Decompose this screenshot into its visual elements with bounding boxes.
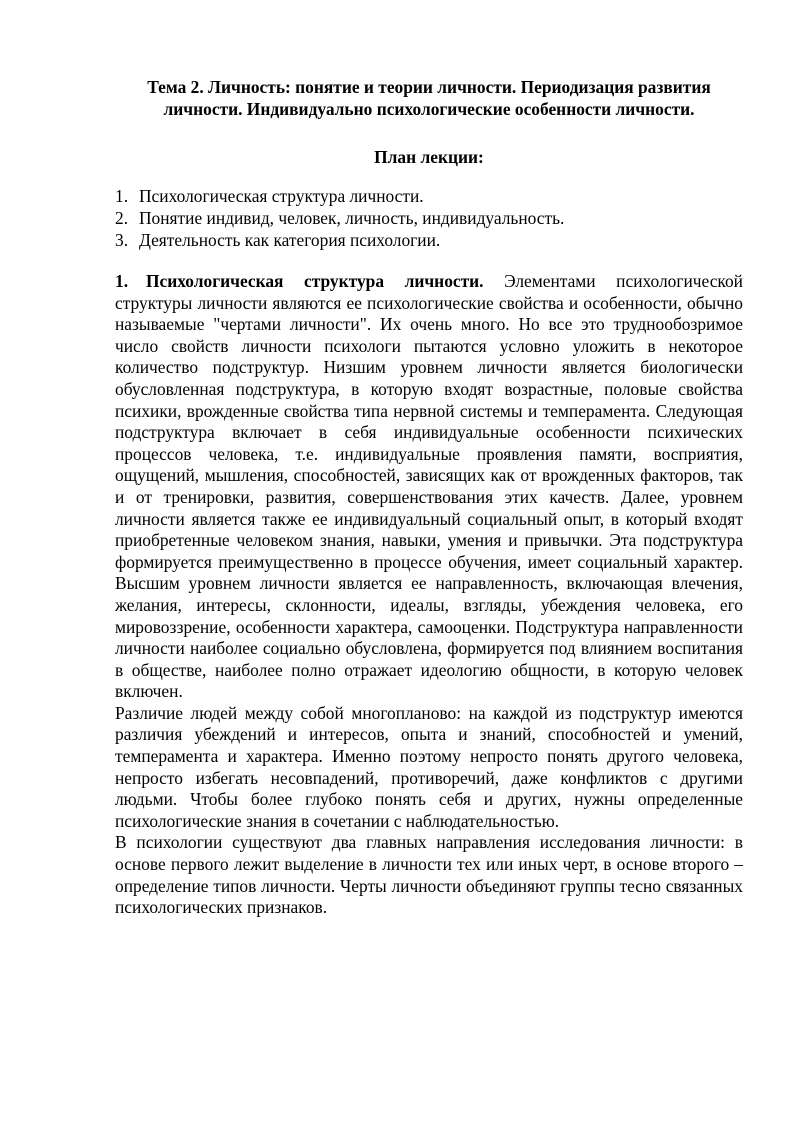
paragraph-2: Различие людей между собой многопланово: на каждой из подструктур имеются различия убеждений и интересов, опыта и знаний, способностей и умений, темперамента и характера. Именно поэтому непросто понять другого человека, непросто избегать несовпадений, противоречий, даже конфликтов с другими людьми. Чтобы более глубоко понять себя и других, нужны определенные психологические знания в сочетании с наблюдательностью.	[115, 702, 743, 831]
plan-item	[115, 185, 743, 207]
section-title: Психологическая структура личности.	[146, 271, 484, 291]
plan-list	[115, 185, 743, 251]
plan-item-number: 2.	[115, 208, 129, 228]
plan-item-text: Психологическая структура личности.	[139, 186, 424, 206]
plan-heading: План лекции:	[374, 147, 484, 167]
section-1-paragraph	[115, 271, 743, 703]
section-1-text: Элементами психологической структуры личности являются ее психологические свойства и особенности, обычно называемые "чертами личности". Их очень много. Но все это труднообозримое число свойств личности психологи пытаются условно уложить в некоторое количество подструктур. Низшим уровнем личности является биологически обусловленная подструктура, в которую входят возрастные, половые свойства психики, врожденные свойства типа нервной системы и темперамента. Следующая подструктура включает в себя индивидуальные особенности психических процессов человека, т.е. индивидуальные проявления памяти, восприятия, ощущений, мышления, способностей, зависящих как от врожденных факторов, так и от тренировки, развития, совершенствования этих качеств. Далее, уровнем личности является также ее индивидуальный социальный опыт, в который входят приобретенные человеком знания, навыки, умения и привычки. Эта подструктура формируется преимущественно в процессе обучения, имеет социальный характер. Высшим уровнем личности является ее направленность, включающая влечения, желания, интересы, склонности, идеалы, взгляды, убеждения человека, его мировоззрение, особенности характера, самооценки. Подструктура направленности личности наиболее социально обусловлена, формируется под влиянием воспитания в обществе, наиболее полно отражает идеологию общности, в которую человек включен.	[115, 271, 743, 702]
plan-item-number: 3.	[115, 230, 129, 250]
plan-item	[115, 229, 743, 251]
plan-item-text: Деятельность как категория психологии.	[139, 230, 441, 250]
plan-item	[115, 207, 743, 229]
document-page	[115, 76, 743, 919]
section-number: 1.	[115, 271, 129, 291]
plan-item-number: 1.	[115, 186, 129, 206]
paragraph-3: В психологии существуют два главных направления исследования личности: в основе первого лежит выделение в личности тех или иных черт, в основе второго – определение типов личности. Черты личности объединяют группы тесно связанных психологических признаков.	[115, 832, 743, 918]
document-title: Тема 2. Личность: понятие и теории личности. Периодизация развития личности. Индивидуально психологические особенности личности.	[147, 77, 711, 119]
plan-item-text: Понятие индивид, человек, личность, индивидуальность.	[139, 208, 565, 228]
